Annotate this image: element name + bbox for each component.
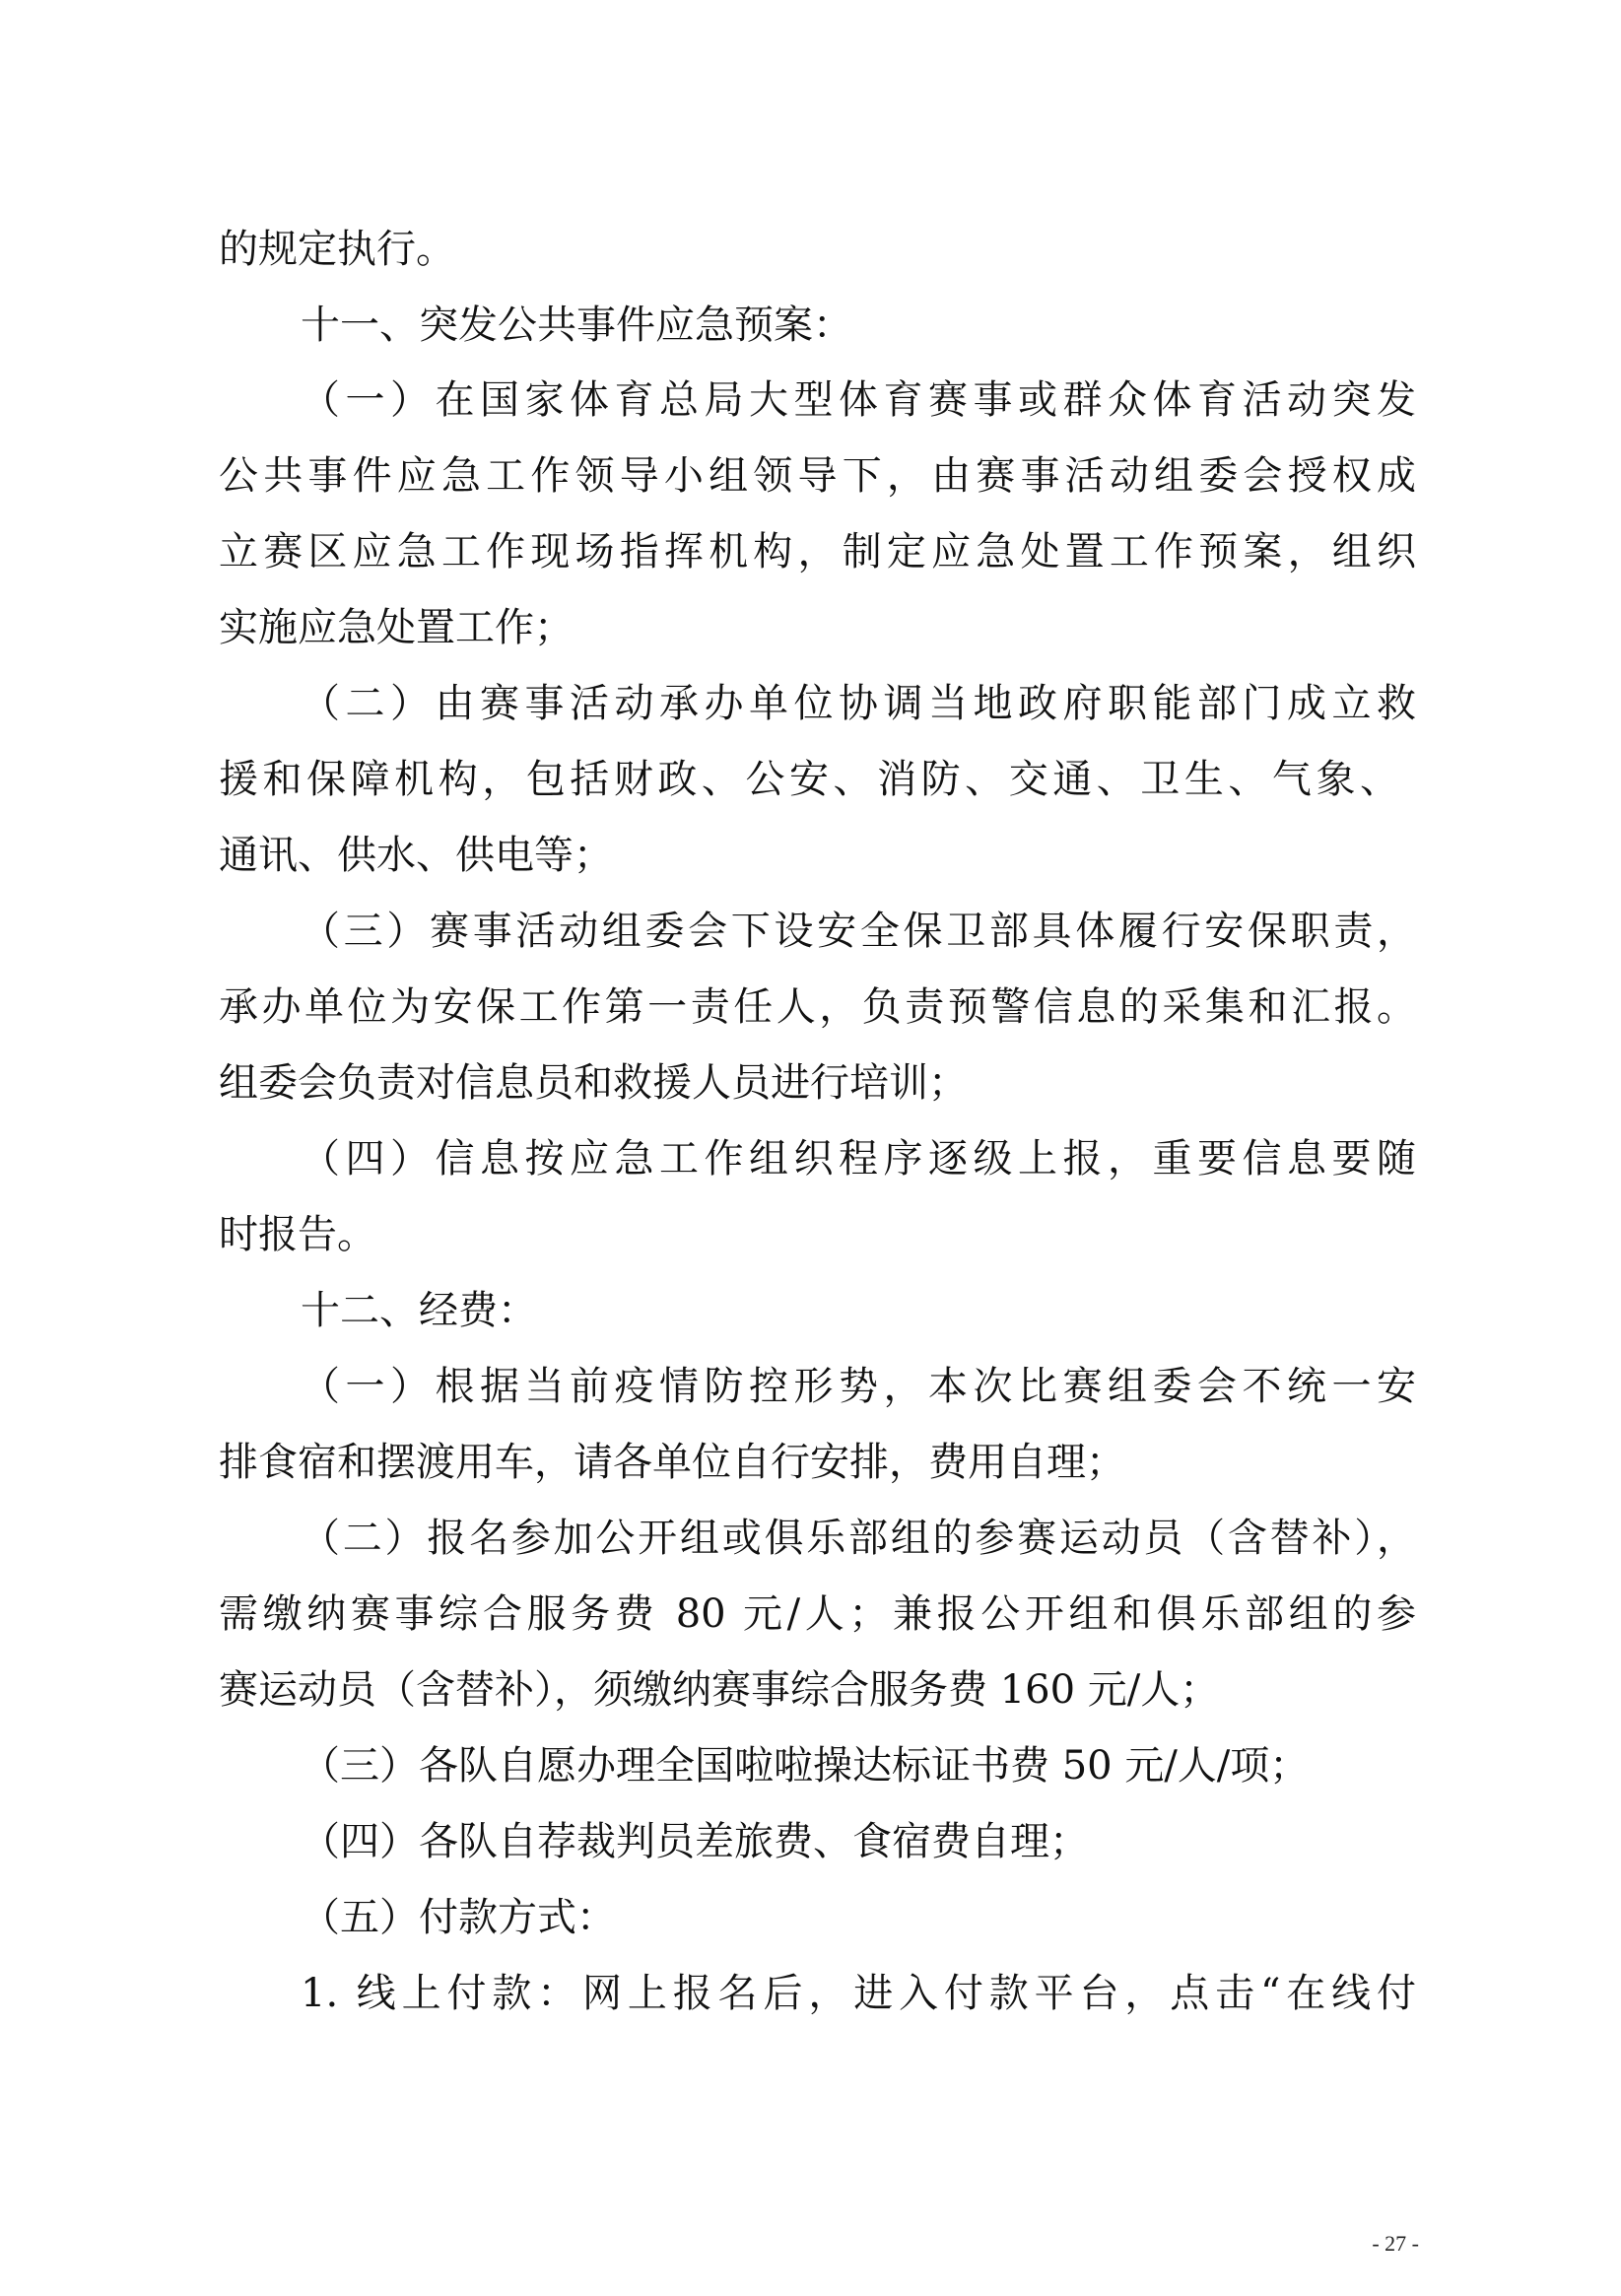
text-line: 通讯、供水、供电等； [219,833,613,878]
text-line: 承办单位为安保工作第一责任人，负责预警信息的采集和汇报。 [219,984,1416,1030]
text-line: （一）根据当前疫情防控形势，本次比赛组委会不统一安 [301,1364,1416,1409]
text-line: （三）赛事活动组委会下设安全保卫部具体履行安保职责， [301,909,1416,954]
text-line: 援和保障机构，包括财政、公安、消防、交通、卫生、气象、 [219,757,1399,802]
text-line: 立赛区应急工作现场指挥机构，制定应急处置工作预案，组织 [219,529,1416,574]
page-number: - 27 - [1372,2231,1419,2256]
section-heading: 十二、经费： [301,1288,537,1333]
text-line: 赛运动员（含替补），须缴纳赛事综合服务费 160 元/人； [219,1667,1220,1713]
text-line: （五）付款方式： [301,1895,616,1940]
text-line: （四）信息按应急工作组织程序逐级上报，重要信息要随 [301,1136,1416,1182]
text-line: 的规定执行。 [219,227,455,272]
text-line: 1. 线上付款：网上报名后，进入付款平台，点击“在线付 [301,1971,1416,2016]
text-line: 排食宿和摆渡用车，请各单位自行安排，费用自理； [219,1440,1125,1485]
text-line: 时报告。 [219,1212,376,1257]
text-line: 组委会负责对信息员和救援人员进行培训； [219,1060,968,1106]
text-line: 需缴纳赛事综合服务费 80 元/人；兼报公开组和俱乐部组的参 [219,1591,1416,1637]
text-line: 公共事件应急工作领导小组领导下，由赛事活动组委会授权成 [219,453,1416,499]
text-line: （四）各队自荐裁判员差旅费、食宿费自理； [301,1819,1089,1864]
section-heading: 十一、突发公共事件应急预案： [301,303,852,348]
text-line: 实施应急处置工作； [219,605,574,650]
text-line: （一）在国家体育总局大型体育赛事或群众体育活动突发 [301,377,1416,423]
text-line: （二）报名参加公开组或俱乐部组的参赛运动员（含替补）， [301,1516,1416,1561]
text-line: （三）各队自愿办理全国啦啦操达标证书费 50 元/人/项； [301,1743,1310,1789]
text-line: （二）由赛事活动承办单位协调当地政府职能部门成立救 [301,681,1416,726]
